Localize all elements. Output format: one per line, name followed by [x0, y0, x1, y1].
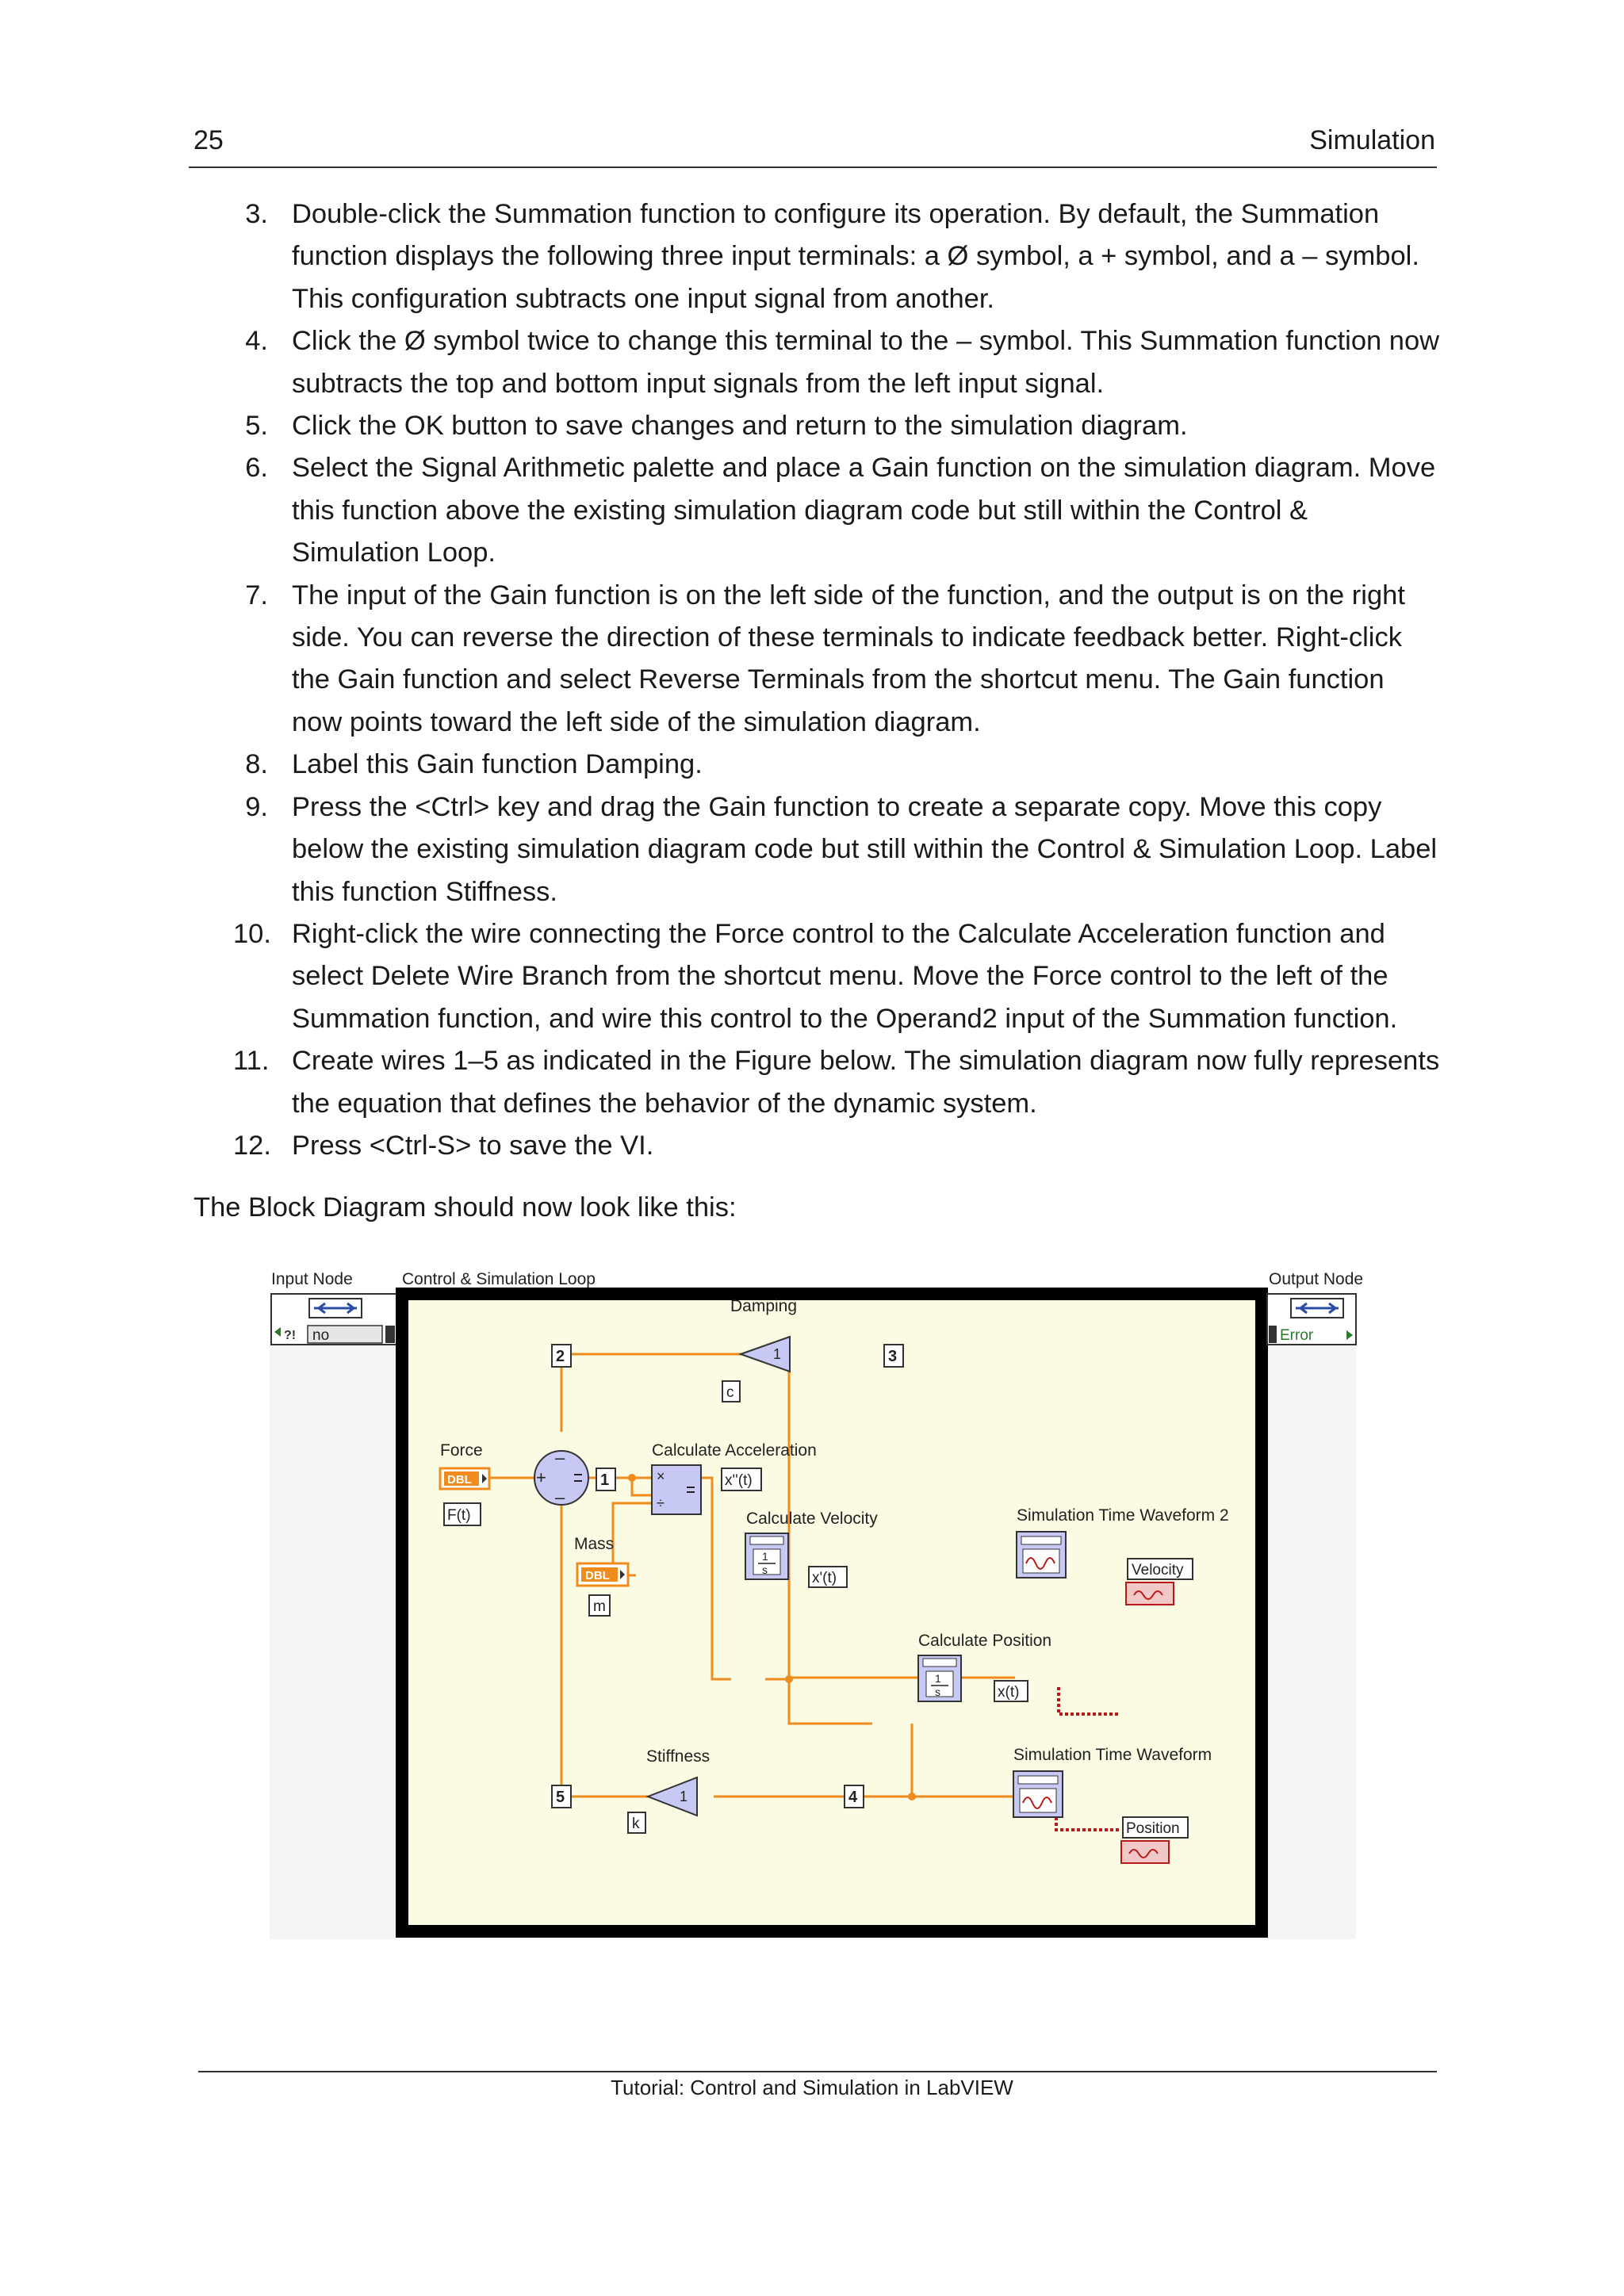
svg-text:s: s: [935, 1686, 940, 1698]
page-number: 25: [193, 125, 224, 155]
sim-waveform[interactable]: [1013, 1771, 1063, 1817]
list-item: 12. Press <Ctrl-S> to save the VI.: [233, 1130, 654, 1161]
svg-text:1: 1: [773, 1346, 782, 1362]
header-rule: [189, 166, 1437, 168]
svg-text:÷: ÷: [657, 1495, 665, 1511]
section-title: Simulation: [1309, 125, 1435, 155]
velocity-graph-indicator[interactable]: [1126, 1582, 1174, 1605]
damping-label: Damping: [730, 1297, 798, 1315]
error-icon: ?!: [284, 1329, 297, 1342]
svg-text:1: 1: [935, 1672, 941, 1685]
svg-text:–: –: [555, 1487, 565, 1507]
list-item: 3. Double-click the Summation function to configure its operation. By default, the Summation function displays the following three input terminals: a Ø symbol, a + symbol, and a – symbol. This configuration subtracts one input signal from another.: [245, 199, 1419, 314]
sim-wave-label: Simulation Time Waveform: [1013, 1746, 1212, 1764]
stiffness-var: k: [632, 1816, 640, 1832]
footer-text: Tutorial: Control and Simulation in LabVIEW: [611, 2076, 1013, 2099]
list-item: 5. Click the OK button to save changes and return to the simulation diagram.: [245, 411, 1188, 442]
svg-text:1: 1: [680, 1789, 688, 1804]
stiffness-label: Stiffness: [646, 1747, 710, 1766]
svg-text:4: 4: [848, 1789, 858, 1806]
list-item: 11. Create wires 1–5 as indicated in the Figure below. The simulation diagram now fully represents the equation that defines the behavior of the dynamic system.: [233, 1046, 1440, 1119]
input-node-label: Input Node: [271, 1270, 353, 1288]
output-value: Error: [1280, 1327, 1314, 1344]
force-control[interactable]: [440, 1468, 489, 1489]
force-var: F(t): [447, 1507, 471, 1524]
output-node-label: Output Node: [1269, 1270, 1364, 1288]
svg-text:DBL: DBL: [447, 1473, 472, 1487]
velocity-integrator[interactable]: [745, 1533, 788, 1579]
svg-text:1: 1: [600, 1471, 610, 1489]
calc-pos-label: Calculate Position: [918, 1632, 1052, 1650]
damping-var: c: [726, 1384, 734, 1401]
svg-text:s: s: [762, 1563, 768, 1576]
position-label: Position: [1126, 1820, 1180, 1837]
svg-text:2: 2: [556, 1348, 565, 1365]
position-graph-indicator[interactable]: [1121, 1841, 1169, 1863]
mass-control[interactable]: [577, 1563, 628, 1586]
svg-text:–: –: [555, 1448, 565, 1468]
footer-rule: [198, 2071, 1437, 2072]
sim-wave2-label: Simulation Time Waveform 2: [1017, 1506, 1229, 1525]
calc-accel-label: Calculate Acceleration: [652, 1441, 817, 1460]
list-item: 10. Right-click the wire connecting the Force control to the Calculate Acceleration function and select Delete Wire Branch from the shortcut menu. Move the Force control to the left of the Summation function, and wire this control to the Operand2 input of the Summation function.: [233, 918, 1398, 1034]
svg-text:3: 3: [888, 1348, 898, 1365]
vel-var: x'(t): [812, 1570, 837, 1586]
pos-var: x(t): [998, 1684, 1020, 1701]
input-value: no: [312, 1327, 330, 1344]
accel-var: x''(t): [725, 1472, 753, 1489]
svg-text:DBL: DBL: [585, 1569, 610, 1582]
list-item: 7. The input of the Gain function is on the left side of the function, and the output is on the right side. You can reverse the direction of these terminals to indicate feedback better. Right-click the Gain function and select Reverse Terminals from the shortcut menu. The Gain function now points toward the left side of the simulation diagram.: [245, 580, 1405, 737]
step-list: [233, 193, 1440, 1167]
list-item: 6. Select the Signal Arithmetic palette and place a Gain function on the simulation diagram. Move this function above the existing simulation diagram code but still within the Control & Simulation Loop.: [245, 453, 1436, 568]
svg-text:×: ×: [657, 1468, 665, 1484]
list-item: 9. Press the <Ctrl> key and drag the Gain function to create a separate copy. Move this copy below the existing simulation diagram code but still within the Control & Simulation Loop. Label this function Stiffness.: [245, 791, 1438, 907]
loop-label: Control & Simulation Loop: [402, 1270, 596, 1288]
svg-text:1: 1: [762, 1550, 768, 1563]
svg-text:5: 5: [556, 1789, 565, 1806]
mass-var: m: [593, 1598, 606, 1615]
calc-vel-label: Calculate Velocity: [746, 1510, 878, 1528]
output-node[interactable]: [1267, 1294, 1356, 1345]
intro-text: The Block Diagram should now look like this:: [193, 1192, 737, 1223]
list-item: 8. Label this Gain function Damping.: [245, 749, 703, 780]
divide-node[interactable]: [652, 1465, 701, 1514]
position-integrator[interactable]: [918, 1655, 961, 1701]
list-item: 4. Click the Ø symbol twice to change this terminal to the – symbol. This Summation function now subtracts the top and bottom input signals from the left input signal.: [245, 326, 1440, 399]
input-node[interactable]: [271, 1294, 398, 1345]
force-label: Force: [440, 1441, 483, 1460]
block-diagram: [262, 1265, 1372, 1939]
velocity-label: Velocity: [1132, 1562, 1184, 1578]
mass-label: Mass: [574, 1535, 615, 1553]
sim-waveform-2[interactable]: [1017, 1532, 1066, 1578]
svg-text:+: +: [536, 1468, 546, 1487]
